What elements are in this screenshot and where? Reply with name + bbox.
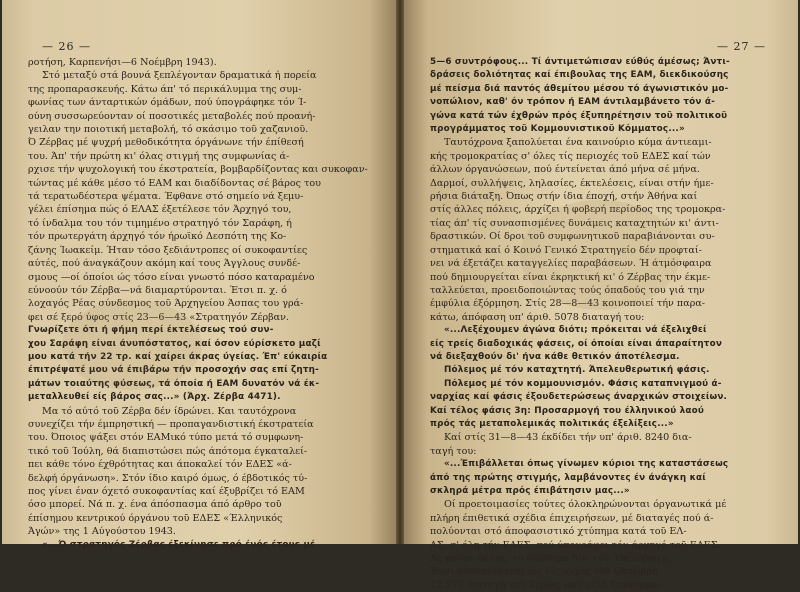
text-line: αύτές, πού άναγκάζουν ακόμη καί τους Άγγλους συνδέ- xyxy=(28,258,301,270)
text-line: νει νά έξετάζει καταγγελίες παραβάσεων. Ή άτμόσφαιρα xyxy=(430,258,712,270)
text-line: τώντας μέ κάθε μέσο τό ΕΑΜ και διαδίδοντας σέ βάρος του xyxy=(28,177,321,189)
text-line: δελφή όργάνωση». Στόν ίδιο καιρό όμως, ό έβδοτικός τύ- xyxy=(28,472,308,484)
left-page xyxy=(2,0,400,550)
text-line: άλλων όργανώσεων, πού έντείνεται άπό μήνα σέ μήνα. xyxy=(430,164,700,176)
text-line: πος γίνει έναν όχετό συκοφαντίας καί έξυβρίζει τό ΕΑΜ xyxy=(28,486,305,497)
text-line: πει κάθε τόνο έχθρότητας και άποκαλεί τόν ΕΔΕΣ «ά- xyxy=(28,459,292,471)
text-line: Ό Ζέρβας μέ ψυχρή μεθοδικότητα όργάνωνε τήν έπίθεσή xyxy=(28,137,304,149)
text-line: δραστικών. Οί δροι τοῦ συμφωνητικοῦ παραβιάνονται συ- xyxy=(430,231,715,243)
left-page-text xyxy=(28,56,382,552)
text-line: ΑΣ, σ' όλη τήν ΕΔΕΣ, πού ύπογράφει τόν άρχηγό τοῦ ΕΔΕΣ. xyxy=(430,539,721,551)
text-line: ρχισε τήν ψυχολογική του έκστρατεία, βομβαρδίζοντας και συκοφαν- xyxy=(28,164,368,176)
text-line: έμφύλια έξόρμηση. Στίς 28—8—43 κοινοποιεί τήν παρα- xyxy=(430,298,706,310)
text-line: στίς άλλες πόλεις, άρχίζει ή φοβερή περίοδος της τρομοκρα- xyxy=(430,204,726,216)
text-line: τικό τοῦ Ίούλη, θά διαπιστώσει πώς άπότομα έγκαταλεί- xyxy=(28,445,308,457)
book-gutter xyxy=(396,0,404,544)
text-line: ροτήση, Καρπενήσι—6 Νοέμβρη 1943). xyxy=(28,57,217,68)
text-line: Καί στίς 31—8—43 έκδίδει τήν υπ' άριθ. 8240 δια- xyxy=(444,432,692,444)
text-line: Πόλεμος μέ τόν κομμουνισμόν. Φάσις καταπνιγμού ά- xyxy=(444,378,722,389)
text-line: έπίσημου κεντρικού όργάνου τοῦ ΕΔΕΣ «Έλληνικός xyxy=(28,512,283,524)
text-line: σμους —οί όποίοι ώς τόσο είναι γνωστό πόσο καταραμένο xyxy=(28,271,315,283)
text-line: στηματικά καί ό Κοινό Γενικό Στρατηγείο δέν προφταί- xyxy=(430,244,702,256)
text-line: ναρχίας καί φάσις έξουδετερώσεως άναρχικών στοιχείων. xyxy=(430,392,728,403)
text-line: Άγών» της 1 Αύγούστου 1943. xyxy=(28,526,176,538)
text-line: Πόλεμος μέ τόν καταχτητή. Άπελευθερωτική φάσις. xyxy=(444,365,710,376)
text-line: τό ίνδαλμα του τόν τιμημένο στρατηγό τόν Σαράφη, ή xyxy=(28,217,292,229)
text-line: πλήρη έπιθετικά σχέδια έπιχειρήσεων, μέ διαταγές πού ά- xyxy=(430,512,714,524)
text-line: φει σέ ξερό ύφος στίς 23—6—43 «Στρατηγόν Ζέρβαν. xyxy=(28,311,290,323)
text-line: συνεχίζει τήν έμπρηστική — προπαγανδιστική έκστρατεία xyxy=(28,418,314,430)
text-line: κής τρομοκρατίας σ' όλες τίς περιοχές τοῦ ΕΔΕΣ καί τών xyxy=(430,150,711,162)
text-line: Μα τό αύτό τοῦ Ζέρβα δέν ίδρώνει. Και ταυτόχρονα xyxy=(42,405,297,417)
text-line: γειλαν την ποιοτική μεταβολή, τό σκάσιμο τοῦ χαζανιοῦ. xyxy=(28,124,309,136)
text-line: 5—6 συντρόφους... Τί άντιμετώπισαν εύθύς άμέσως; Άντι- xyxy=(430,57,730,67)
text-line: ούνη συσσωρεύονταν οί ποσοτικές μεταβολές πού προανή- xyxy=(28,110,316,122)
text-line: Ας πούμε δόλης, το σύνθημα δίν' τόν 'Οκτώβρη ή xyxy=(430,553,669,565)
text-line: ζάνης Ίωακείμ. Ήταν τόσο ξεδιάντροπες οί συκοφαντίες xyxy=(28,244,308,256)
left-page-number: — 26 — xyxy=(42,40,91,53)
text-line: «...Έπιβάλλεται όπως γίνωμεν κύριοι της καταστάσεως xyxy=(444,459,729,470)
text-line: νά διεξαχθούν δι' ήνα κάθε θετικόν άποτέλεσμα. xyxy=(430,351,680,362)
text-line: του. Άπ' τήν πρώτη κι' όλας στιγμή της συμφωνίας ά- xyxy=(28,150,290,162)
text-line: σκληρά μέτρα πρός έπιβάτησιν μας...» xyxy=(430,486,630,496)
text-line: ρήσια διάταξη. Όπως στήν ίδια έποχή, στήν Άθήνα καί xyxy=(430,191,698,203)
text-line: «...Λεξέχουμεν άγώνα διότι; πρόκειται νά έξελιχθεί xyxy=(444,325,707,336)
text-line: έπιτρέψατέ μου νά έπιβάρω τήν προσοχήν σας επί ζητη- xyxy=(28,365,319,376)
text-line: φωνίας των άνταρτικών όμάδων, πού ύπογράφηκε τόν Ί- xyxy=(28,97,307,109)
text-line: Έτσι συνταίσσεται είς τίς άρχές τοῦ Όκτώβρη xyxy=(430,566,658,578)
text-line: μάτων τοιαύτης φύσεως, τά όποία ή ΕΑΜ δυνατόν νά έκ- xyxy=(28,378,320,389)
text-line: λοχαγός Ρέας σύνδεσμος τοῦ Άρχηγείου Άσπας του γρά- xyxy=(28,298,304,310)
text-line: της προπαρασκευής. Κάτω άπ' τό περικάλυμμα της συμ- xyxy=(28,83,302,95)
text-line: πού δημιουργείται είναι έκρηκτική κι' ό Ζέρβας την έκμε- xyxy=(430,271,711,283)
text-line: κάτω, άπόφαση υπ' άριθ. 5078 διαταγή του: xyxy=(430,311,645,323)
text-line: γέλει έπίσημα πώς ό ΕΛΑΣ έξετέλεσε τόν Άρχηγό του, xyxy=(28,204,292,216)
right-page xyxy=(400,0,798,591)
text-line: μεταλλευθεί είς βάρος σας...» (Άρχ. Ζέρβα 4471). xyxy=(28,392,281,403)
text-line: πρός τάς μεταπολεμικάς πολιτικάς έξελίξεις...» xyxy=(430,418,674,429)
text-line: χου Σαράφη είναι άνυπόστατος, καί όσον εύρίσκετο μαζί xyxy=(28,338,321,349)
text-line: πολύονται στό άποφασιστικό χτύπημα κατά τοῦ ΕΛ- xyxy=(430,526,687,538)
text-line: Ταυτόχρονα ξαπολύεται ένα καινούριο κύμα άντιεαμι- xyxy=(444,137,712,149)
text-line: ταλλεύεται, προειδοποιώντας τούς όπαδούς του γιά την xyxy=(430,284,705,296)
text-line: τόν πρωτεργάτη άρχηγό τόν ήρωϊκό Δεσπότη της Κο- xyxy=(28,231,287,243)
text-line: Στό μεταξύ στά βουνά ξεπλέγονταν δραματικά ή πορεία xyxy=(42,70,317,82)
text-line: μέ πείσμα διά παντός άθεμίτου μέσου τό άγωνιστικόν μο- xyxy=(430,83,729,94)
text-line: δράσεις δολιότητας καί έπιβουλας της ΕΑΜ, διεκδικούσης xyxy=(430,70,729,81)
text-line: μου κατά τήν 22 τρ. καί χαίρει άκρας ύγείας. Έπ' εύκαιρία xyxy=(28,351,328,362)
text-line: άπό της πρώτης στιγμής, λαμβάνοντες έν άνάγκη καί xyxy=(430,472,706,483)
text-line: Καί τέλος φάσις 3η: Προσαρμογή του έλληνικού λαού xyxy=(430,405,704,416)
text-line: «...Ό στρατηγός Ζέρβας έξεκίνησε πρό ένός έτους μέ xyxy=(42,539,316,550)
right-page-number: — 27 — xyxy=(717,40,766,53)
text-line: νοπώλιον, καθ' όν τρόπον ή ΕΑΜ άντιλαμβάνετο τόν ά- xyxy=(430,97,715,108)
text-line: τά τερατωδέστερα ψέματα. Έφθανε στό σημείο νά ξεμυ- xyxy=(28,191,304,203)
text-line: 12.273 διαταγή τοῦ Ζέρβα, πού μιλά ξεκάθαρα: xyxy=(430,579,662,591)
right-page-text xyxy=(430,56,776,592)
text-line: Δαρμοί, συλλήψεις, ληλασίες, έκτελέσεις, είναι στήν ήμε- xyxy=(430,177,714,189)
text-line: ταγή του: xyxy=(430,445,477,457)
text-line: του. Όποιος ψάξει στόν ΕΑΜικό τύπο μετά τό συμφωνη- xyxy=(28,432,304,444)
text-line: Γνωρίζετε ότι ή φήμη περί έκτελέσεως τού συν- xyxy=(28,325,274,336)
text-line: Οί προετοιμασίες τούτες όλοκληρώνονται όργανωτικά μέ xyxy=(444,499,727,511)
text-line: γώνα κατά τών έχθρών πρός έξυπηρέτησιν τοῦ πολιτικοῦ xyxy=(430,110,728,121)
text-line: τίας άπ' τίς συνασπισμένες δυνάμεις καταχτητών κι' άντι- xyxy=(430,217,719,229)
text-line: εύνοούν τόν Ζέρβα—νά διαμαρτύρονται. Έτσι π. χ. ό xyxy=(28,284,287,296)
text-line: προγράμματος τοῦ Κομμουνιστικοῦ Κόμματος...» xyxy=(430,124,685,135)
text-line: είς τρείς διαδοχικάς φάσεις, οί όποίαι είναι άπαραίτητον xyxy=(430,338,723,349)
text-line: όσο μπορεί. Νά π. χ. ένα άπόσπασμα άπό άρθρο τοῦ xyxy=(28,499,282,511)
